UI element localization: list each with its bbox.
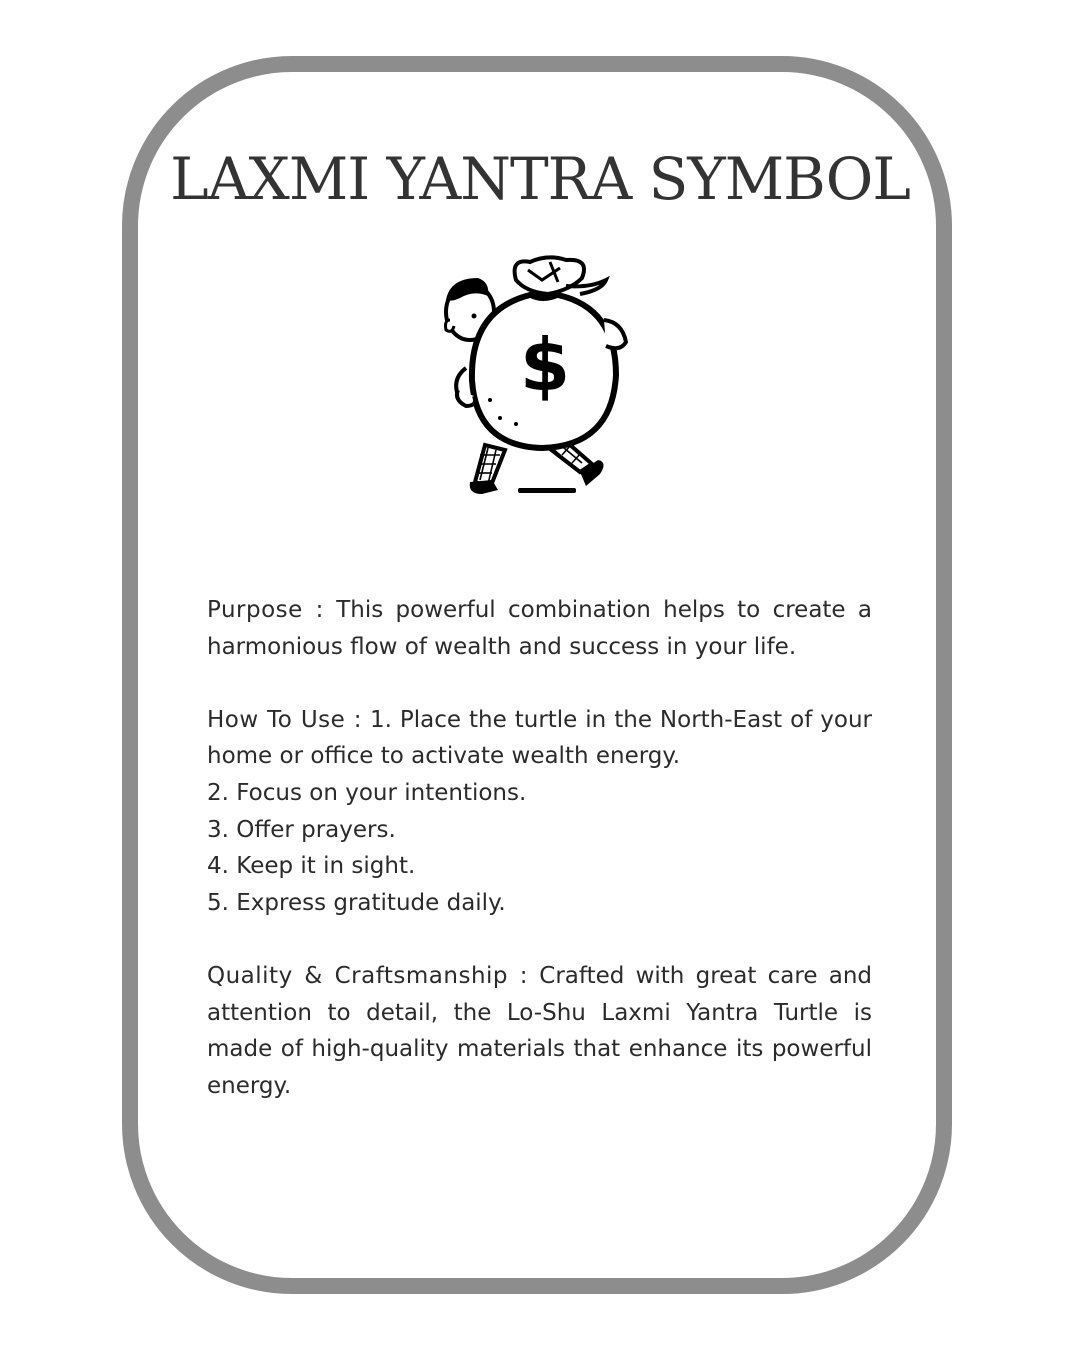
how-to-use-label: How To Use : — [207, 706, 363, 733]
list-item: 2. Focus on your intentions. — [207, 779, 527, 806]
purpose-label: Purpose : — [207, 597, 324, 623]
list-item: 3. Offer prayers. — [207, 816, 396, 843]
content-body — [207, 592, 872, 1104]
quality-text: Crafted with great care and attention to detail, the Lo-Shu Laxmi Yantra Turtle is made of high-quality materials that enhance its powerful energy. — [207, 962, 873, 1099]
purpose-text: This powerful combination helps to create a harmonious flow of wealth and success in your life. — [207, 597, 872, 660]
page-title: LAXMI YANTRA SYMBOL — [170, 145, 910, 213]
how-to-use-first-step: 1. Place the turtle in the North-East of your home or office to activate wealth energy. — [207, 706, 873, 770]
how-to-use-paragraph — [207, 702, 872, 775]
dollar-sign: $ — [519, 323, 571, 407]
man-carrying-money-bag-icon — [430, 250, 645, 505]
list-item: 4. Keep it in sight. — [207, 853, 416, 880]
money-bag — [472, 257, 616, 448]
quality-paragraph — [207, 958, 872, 1104]
list-item: 5. Express gratitude daily. — [207, 889, 506, 916]
quality-label: Quality & Craftsmanship : — [207, 962, 529, 989]
purpose-paragraph — [207, 592, 872, 665]
